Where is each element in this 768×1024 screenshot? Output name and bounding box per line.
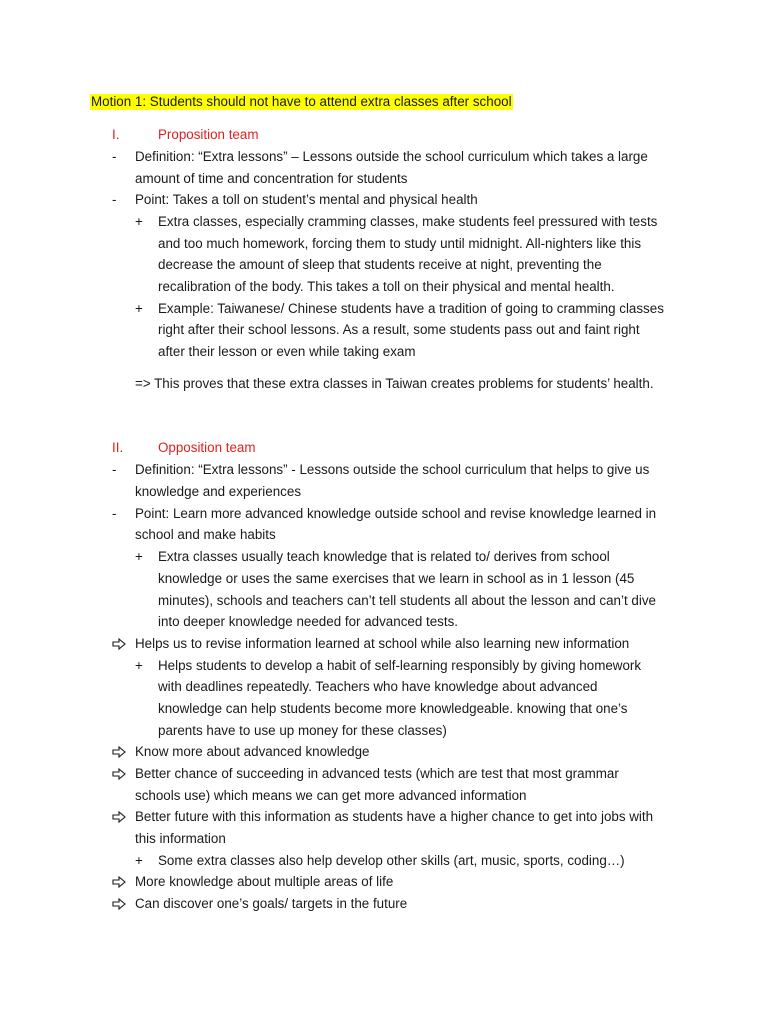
sub-point-text: Extra classes, especially cramming classes, make students feel pressured with tests [158,214,658,229]
dash-bullet: - [112,462,117,477]
plus-bullet: + [135,853,143,868]
section-numeral: I. [112,127,120,142]
definition-text: Definition: “Extra lessons” – Lessons outside the school curriculum which takes a large [135,149,648,164]
dash-bullet: - [112,149,117,164]
arrow-point-text: More knowledge about multiple areas of life [135,874,394,889]
point-text: Point: Learn more advanced knowledge outside school and revise knowledge learned in [135,506,657,521]
outline-arrow-icon [112,898,126,910]
sub-point-text: into deeper knowledge needed for advanced tests. [158,614,459,629]
sub-point-text: parents have to use up money for these classes) [158,723,447,738]
sub-point-text: with deadlines repeatedly. Teachers who have knowledge about advanced [158,679,598,694]
plus-bullet: + [135,658,143,673]
outline-arrow-icon [112,638,126,650]
sub-point-text: decrease the amount of sleep that students receive at night, preventing the [158,257,602,272]
arrow-point-text: Helps us to revise information learned at school while also learning new information [135,636,630,651]
section-heading: Opposition team [158,440,256,455]
section-numeral: II. [112,440,124,455]
sub-point-text: recalibration of the body. This takes a toll on their physical and mental health. [158,279,615,294]
arrow-point-text: Better future with this information as students have a higher chance to get into jobs with [135,809,654,824]
arrow-point-text: Know more about advanced knowledge [135,744,370,759]
arrow-point-text: Can discover one’s goals/ targets in the future [135,896,408,911]
plus-bullet: + [135,549,143,564]
section-heading: Proposition team [158,127,259,142]
sub-point-text: after their lesson or even while taking exam [158,344,416,359]
sub-point-text: Helps students to develop a habit of self-learning responsibly by giving homework [158,658,642,673]
sub-point-text: and too much homework, forcing them to study until midnight. All-nighters like this [158,236,642,251]
dash-bullet: - [112,506,117,521]
outline-arrow-icon [112,768,126,780]
arrow-point-text: Better chance of succeeding in advanced tests (which are test that most grammar [135,766,619,781]
sub-point-text: Example: Taiwanese/ Chinese students have a tradition of going to cramming classes [158,301,664,316]
outline-arrow-icon [112,811,126,823]
sub-point-text: right after their school lessons. As a result, some students pass out and faint right [158,322,640,337]
arrow-point-text: this information [135,831,226,846]
arrow-point-text: schools use) which means we can get more advanced information [135,788,527,803]
sub-point-text: Some extra classes also help develop other skills (art, music, sports, coding…) [158,853,625,868]
sub-point-text: Extra classes usually teach knowledge that is related to/ derives from school [158,549,610,564]
definition-text: amount of time and concentration for students [135,171,408,186]
motion-title: Motion 1: Students should not have to attend extra classes after school [91,94,512,109]
definition-text: knowledge and experiences [135,484,302,499]
conclusion-text: => This proves that these extra classes in Taiwan creates problems for students’ health. [135,376,654,391]
plus-bullet: + [135,214,143,229]
plus-bullet: + [135,301,143,316]
outline-arrow-icon [112,746,126,758]
sub-point-text: minutes), schools and teachers can’t tell students all about the lesson and can’t dive [158,593,656,608]
definition-text: Definition: “Extra lessons” - Lessons outside the school curriculum that helps to give us [135,462,650,477]
dash-bullet: - [112,192,117,207]
sub-point-text: knowledge or uses the same exercises that we learn in school as in 1 lesson (45 [158,571,635,586]
outline-arrow-icon [112,876,126,888]
point-text: Point: Takes a toll on student’s mental and physical health [135,192,478,207]
sub-point-text: knowledge can help students become more knowledgeable. knowing that one’s [158,701,628,716]
point-text: school and make habits [135,527,276,542]
